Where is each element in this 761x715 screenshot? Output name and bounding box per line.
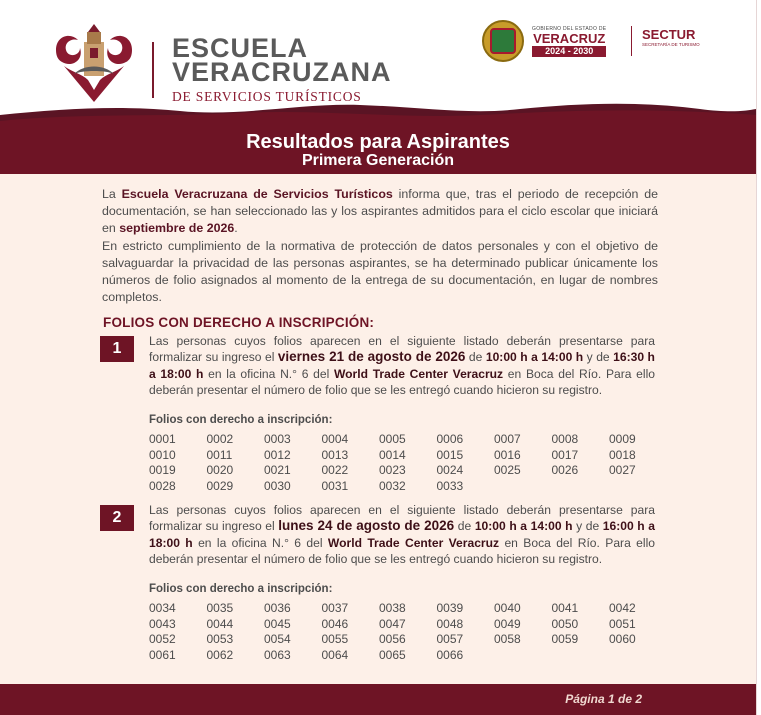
brand-line-2: VERACRUZANA [172, 57, 392, 87]
group-1-badge: 1 [100, 336, 134, 362]
venue-name: World Trade Center Veracruz [327, 535, 500, 550]
folio-number: 0041 [551, 601, 579, 615]
appointment-date: lunes 24 de agosto de 2026 [278, 518, 455, 534]
folio-number: 0055 [321, 632, 349, 647]
logo-divider [152, 42, 154, 98]
folio-number: 0040 [494, 601, 521, 615]
folio-number: 0053 [206, 632, 234, 647]
instruction-text: de [465, 350, 486, 365]
intro-text: . [234, 221, 238, 235]
folio-number: 0005 [379, 432, 406, 446]
folio-number: 0030 [264, 478, 291, 493]
folio-number: 0042 [609, 601, 636, 615]
folio-number: 0029 [206, 478, 234, 493]
folio-number: 0025 [494, 463, 521, 478]
instruction-text: en la oficina N.° 6 del [203, 366, 334, 381]
folio-number: 0045 [264, 616, 291, 631]
folio-number: 0001 [149, 432, 176, 446]
instruction-text: en Boca del Río. Para ello deberán presentar el número de folio que se les entregó cuando hicieron su registro. [149, 366, 656, 398]
time-range: 10:00 h a 14:00 h [485, 350, 584, 365]
folio-number: 0017 [551, 447, 579, 462]
page-subtitle: Primera Generación [301, 152, 455, 169]
folio-number: 0039 [436, 601, 464, 615]
gov-divider [631, 26, 632, 56]
footer-band [0, 684, 756, 715]
folio-number: 0054 [264, 632, 291, 647]
folio-number: 0050 [551, 616, 579, 631]
folio-number: 0014 [379, 447, 406, 462]
folio-number: 0057 [436, 632, 464, 647]
intro-text: informa que, tras el periodo de recepción de documentación, se han seleccionado las y los aspirantes admitidos para el ciclo escolar que iniciará en [102, 187, 658, 235]
folio-number: 0010 [149, 447, 176, 462]
folio-number: 0018 [609, 447, 636, 462]
venue-name: World Trade Center Veracruz [333, 366, 504, 381]
folio-number: 0062 [206, 647, 234, 662]
appointment-date: viernes 21 de agosto de 2026 [277, 349, 466, 365]
folio-list-label: Folios con derecho a inscripción: [149, 414, 333, 426]
folio-number: 0008 [551, 432, 579, 446]
intro-paragraph-2: En estricto cumplimiento de la normativa de protección de datos personales y con el objetivo de salvaguardar la privacidad de las personas aspirantes, se ha determinado publicar únicamente los números de folio asignados al momento de la entrega de su documentación, en lugar de nombres completos. [102, 239, 658, 304]
sectur-subtitle: SECRETARÍA DE TURISMO [642, 42, 700, 47]
intro-paragraph-1 [102, 186, 658, 237]
folio-number: 0064 [321, 647, 349, 662]
folio-list-label: Folios con derecho a inscripción: [149, 583, 333, 595]
folio-list-group-2 [149, 601, 659, 663]
folio-number: 0032 [379, 478, 406, 493]
folio-number: 0006 [436, 432, 464, 446]
folio-number: 0007 [494, 432, 521, 446]
folio-number: 0013 [321, 447, 349, 462]
folio-number: 0015 [436, 447, 464, 462]
folio-number: 0061 [149, 647, 176, 662]
folio-number: 0065 [379, 647, 406, 662]
start-date: septiembre de 2026 [119, 221, 235, 235]
instruction-text: y de [572, 519, 603, 534]
folio-number: 0024 [436, 463, 464, 478]
instruction-text: Las personas cuyos folios aparecen en el siguiente listado deberán presentarse para formalizar su ingreso el [149, 334, 655, 365]
folio-number: 0058 [494, 632, 521, 647]
group-1-instructions [149, 333, 655, 399]
folio-number: 0033 [436, 478, 464, 493]
government-logo [532, 26, 606, 57]
state-seal-icon [482, 20, 524, 62]
folio-number: 0011 [206, 447, 233, 462]
brand-line-1: ESCUELA [172, 33, 309, 63]
folio-number: 0044 [206, 616, 234, 631]
instruction-text: y de [583, 350, 614, 365]
group-2-badge: 2 [100, 505, 134, 531]
time-range: 16:00 h a 18:00 h [149, 519, 655, 550]
intro-text: La [102, 187, 122, 201]
folio-number: 0043 [149, 616, 176, 631]
folio-number: 0063 [264, 647, 291, 662]
folio-number: 0034 [149, 601, 176, 615]
section-title: FOLIOS CON DERECHO A INSCRIPCIÓN: [103, 315, 375, 330]
time-range: 10:00 h a 14:00 h [474, 519, 573, 534]
group-2-instructions [149, 502, 655, 568]
folio-number: 0047 [379, 616, 406, 631]
time-range: 16:30 h a 18:00 h [149, 350, 655, 381]
folio-number: 0037 [321, 601, 349, 615]
gov-years: 2024 - 2030 [532, 46, 606, 57]
folio-number: 0021 [264, 463, 291, 478]
folio-number: 0027 [609, 463, 636, 478]
folio-number: 0023 [379, 463, 406, 478]
folio-number: 0003 [264, 432, 291, 446]
folio-number: 0020 [206, 463, 234, 478]
folio-number: 0022 [321, 463, 349, 478]
folio-number: 0028 [149, 478, 176, 493]
school-logo-icon [50, 20, 138, 104]
folio-number: 0036 [264, 601, 291, 615]
sectur-name: SECTUR [642, 27, 696, 42]
folio-number: 0026 [551, 463, 579, 478]
instruction-text: de [454, 519, 475, 534]
folio-number: 0066 [436, 647, 464, 662]
folio-number: 0060 [609, 632, 636, 647]
folio-number: 0056 [379, 632, 406, 647]
folio-number: 0052 [149, 632, 176, 647]
folio-number: 0035 [206, 601, 234, 615]
folio-number: 0002 [206, 432, 234, 446]
gov-small-text: GOBIERNO DEL ESTADO DE [532, 26, 607, 32]
folio-number: 0051 [609, 616, 636, 631]
folio-number: 0048 [436, 616, 464, 631]
folio-number: 0031 [321, 478, 349, 493]
folio-number: 0046 [321, 616, 349, 631]
folio-number: 0012 [264, 447, 291, 462]
page-title: Resultados para Aspirantes [246, 131, 510, 153]
instruction-text: en Boca del Río. Para ello deberán presentar el número de folio que se les entregó cuando hicieron su registro. [149, 535, 656, 567]
sectur-logo [642, 28, 700, 47]
folio-number: 0009 [609, 432, 636, 446]
folio-number: 0038 [379, 601, 406, 615]
school-name-inline: Escuela Veracruzana de Servicios Turísticos [121, 187, 393, 201]
folio-number: 0059 [551, 632, 579, 647]
instruction-text: Las personas cuyos folios aparecen en el siguiente listado deberán presentarse para formalizar su ingreso el [149, 503, 655, 534]
instruction-text: en la oficina N.° 6 del [192, 535, 328, 550]
folio-number: 0016 [494, 447, 521, 462]
page-number: Página 1 de 2 [565, 692, 642, 706]
page-edge [756, 0, 761, 715]
folio-list-group-1 [149, 432, 659, 494]
folio-number: 0049 [494, 616, 521, 631]
folio-number: 0004 [321, 432, 349, 446]
folio-number: 0019 [149, 463, 176, 478]
gov-state-name: VERACRUZ [533, 31, 606, 46]
brand-line-3: DE SERVICIOS TURÍSTICOS [172, 89, 362, 104]
